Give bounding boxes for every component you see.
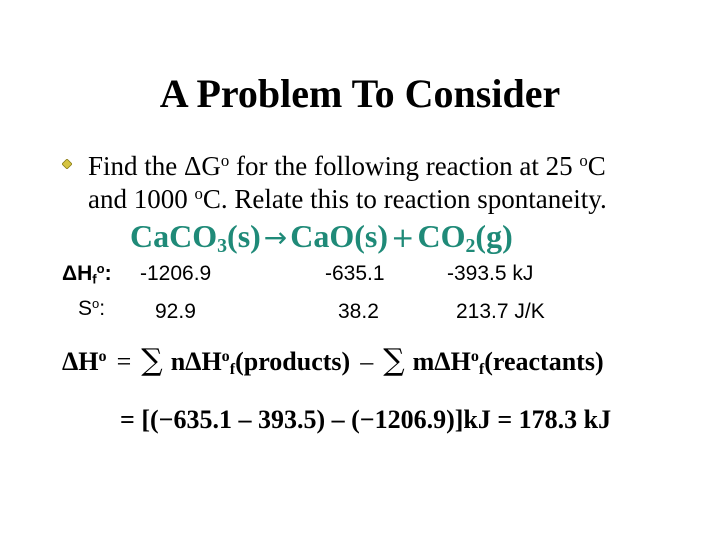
diamond-bullet-icon — [62, 159, 72, 169]
arrow-icon: → — [263, 221, 288, 254]
enthalpy-equation: $\Delta H^o$ = ∑ nΔH$^o_f$(products) – ∑ mΔH$^o_f$(reactants) — [62, 343, 604, 379]
slide-title: A Problem To Consider — [159, 71, 561, 116]
s-row-label: $S^o$: — [78, 295, 106, 320]
s-cell-cao: 38.2 — [338, 300, 379, 323]
hf-cell-cao: -635.1 — [325, 262, 385, 285]
hf-row-label: $\Delta H_f^o$: — [62, 260, 112, 287]
s-cell-caco3: 92.9 — [155, 300, 196, 323]
hf-cell-caco3: -1206.9 — [140, 262, 212, 285]
problem-line-1: Find the $\Delta G^o$ for the following reaction at 25 $^o$C — [88, 150, 606, 181]
reaction-equation: CaCO$_3$(s) $\to CaO(s) +CO_2(g)$ — [130, 218, 513, 257]
problem-line-2: and 1000 $^o$C. Relate this to reaction spontaneity. — [88, 183, 607, 214]
s-cell-co2: 213.7 J/K — [456, 300, 545, 323]
enthalpy-calculation: = [(−635.1 – 393.5) – (−1206.9)]kJ = 178.3 kJ — [120, 405, 612, 434]
hf-cell-co2: -393.5 kJ — [447, 262, 534, 285]
